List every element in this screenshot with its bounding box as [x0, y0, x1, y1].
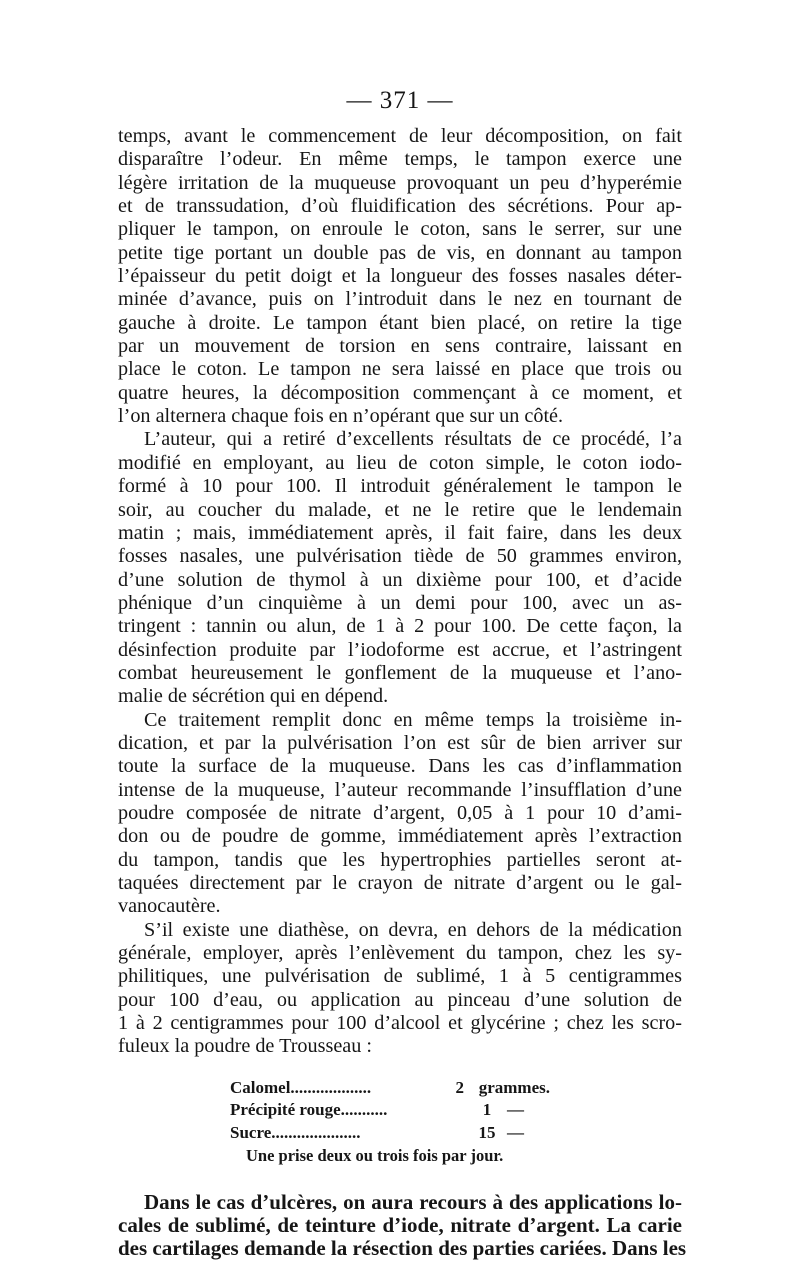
text-line: formé à 10 pour 100. Il introduit généralement le tampon le: [118, 475, 682, 498]
text-line: vanocautère.: [118, 895, 221, 918]
ingredient-unit: —: [507, 1122, 524, 1142]
text-line: combat heureusement le gonflement de la muqueuse et l’ano-: [118, 661, 682, 684]
text-line: Ce traitement remplit donc en même temps la troisième in-: [144, 708, 682, 731]
text-line: place le coton. Le tampon ne sera laissé en place que trois ou: [118, 358, 682, 381]
text-line: philitiques, une pulvérisation de sublimé, 1 à 5 centigrammes: [118, 965, 682, 988]
text-line: par un mouvement de torsion en sens contraire, laissant en: [118, 335, 682, 358]
ingredient-unit: —: [507, 1100, 524, 1120]
book-page: [118, 86, 687, 1261]
text-line: temps, avant le commencement de leur décomposition, on fait: [118, 125, 682, 147]
paragraph: [118, 428, 682, 708]
ingredient-name: Sucre.....................: [230, 1122, 361, 1142]
page-number: — 371 —: [346, 87, 454, 114]
ingredient-quantity: 1: [482, 1100, 492, 1120]
text-line: matin ; mais, immédiatement après, il fait faire, dans les deux: [118, 521, 682, 544]
text-line: et de transsudation, d’où fluidification des sécrétions. Pour ap-: [118, 195, 682, 218]
text-line: tringent : tannin ou alun, de 1 à 2 pour 100. De cette façon, la: [118, 615, 682, 638]
text-line: soir, au coucher du malade, et ne le retire que le lendemain: [118, 498, 682, 521]
text-line: l’on alternera chaque fois en n’opérant que sur un côté.: [118, 405, 564, 428]
recipe-row: [230, 1077, 550, 1100]
text-line: 1 à 2 centigrammes pour 100 d’alcool et glycérine ; chez les scro-: [118, 1012, 682, 1035]
text-line: phénique d’un cinquième à un demi pour 100, avec un as-: [118, 591, 682, 614]
text-line: du tampon, tandis que les hypertrophies partielles seront at-: [118, 848, 682, 871]
text-line: toute la surface de la muqueuse. Dans les cas d’inflammation: [118, 755, 682, 778]
recipe-note: Une prise deux ou trois fois par jour.: [246, 1146, 504, 1166]
text-line: petite tige portant un double pas de vis, en donnant au tampon: [118, 241, 682, 264]
ingredient-quantity: 2: [455, 1077, 465, 1097]
final-paragraph: [118, 1189, 687, 1261]
ingredient-name: Précipité rouge...........: [230, 1100, 388, 1120]
recipe-rows: [230, 1077, 550, 1145]
text-line: gauche à droite. Le tampon étant bien placé, on retire la tige: [118, 311, 682, 334]
text-line: d’une solution de thymol à un dixième pour 100, et d’acide: [118, 568, 682, 591]
ingredient-name: Calomel...................: [230, 1077, 372, 1097]
recipe-row: [230, 1099, 550, 1122]
text-line: pour 100 d’eau, ou application au pinceau d’une solution de: [118, 988, 682, 1011]
text-line: désinfection produite par l’iodoforme est accrue, et l’astringent: [118, 638, 682, 661]
text-line: pliquer le tampon, on enroule le coton, sans le serrer, sur une: [118, 218, 682, 241]
text-line: quatre heures, la décomposition commençant à ce moment, et: [118, 381, 682, 404]
recipe-table: [230, 1077, 550, 1168]
text-line: malie de sécrétion qui en dépend.: [118, 685, 389, 708]
ingredient-quantity: 15: [478, 1122, 496, 1142]
text-line: fosses nasales, une pulvérisation tiède de 50 grammes environ,: [118, 545, 682, 568]
text-line: don ou de poudre de gomme, immédiatement après l’extraction: [118, 825, 682, 848]
text-line: Dans le cas d’ulcères, on aura recours à des applications lo-: [144, 1189, 682, 1214]
ingredient-unit: grammes.: [478, 1077, 550, 1097]
text-line: modifié en employant, au lieu de coton simple, le coton iodo-: [118, 451, 682, 474]
recipe-row: [230, 1122, 550, 1145]
text-line: minée d’avance, puis on l’introduit dans le nez en tournant de: [118, 288, 682, 311]
text-line: intense de la muqueuse, l’auteur recommande l’insufflation d’une: [118, 778, 682, 801]
text-line: générale, employer, après l’enlèvement du tampon, chez les sy-: [118, 942, 682, 965]
text-line: L’auteur, qui a retiré d’excellents résultats de ce procédé, l’a: [144, 428, 682, 451]
text-line: disparaître l’odeur. En même temps, le tampon exerce une: [118, 148, 682, 171]
text-line: fuleux la poudre de Trousseau :: [118, 1035, 372, 1058]
text-line: cales de sublimé, de teinture d’iode, nitrate d’argent. La carie: [118, 1213, 682, 1238]
text-line: des cartilages demande la résection des parties cariées. Dans les: [118, 1236, 687, 1261]
text-line: taquées directement par le crayon de nitrate d’argent ou le gal-: [118, 872, 682, 894]
body-text: [118, 125, 682, 1059]
text-line: légère irritation de la muqueuse provoquant un peu d’hyperémie: [118, 171, 682, 194]
text-line: dication, et par la pulvérisation l’on est sûr de bien arriver sur: [118, 731, 682, 754]
text-line: S’il existe une diathèse, on devra, en dehors de la médication: [144, 918, 682, 941]
text-line: poudre composée de nitrate d’argent, 0,05 à 1 pour 10 d’ami-: [118, 801, 682, 824]
paragraph: [118, 125, 682, 428]
paragraph: [118, 919, 682, 1059]
paragraph: [118, 709, 682, 919]
text-line: l’épaisseur du petit doigt et la longueur des fosses nasales déter-: [118, 265, 682, 288]
